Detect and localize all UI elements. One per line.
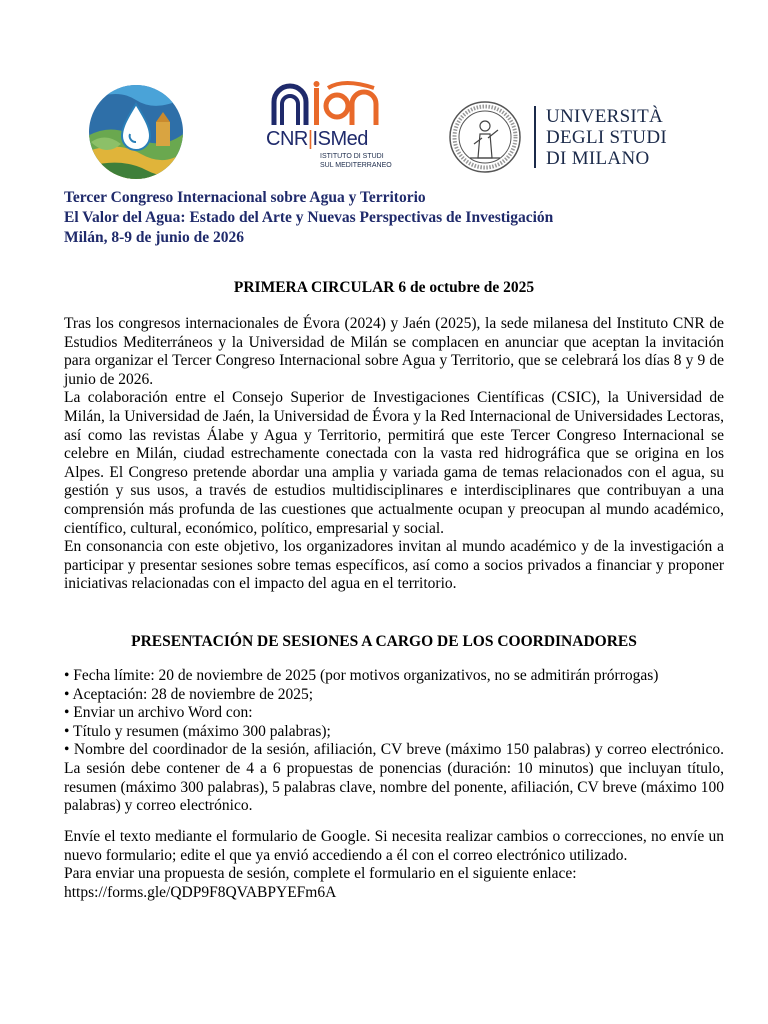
congress-subtitle: El Valor del Agua: Estado del Arte y Nuevas Perspectivas de Investigación	[64, 209, 554, 226]
cnr-label: CNR	[266, 128, 308, 150]
intro-paragraph: En consonancia con este objetivo, los organizadores invitan al mundo académico y de la investigación a participar y presentar sesiones sobre temas específicos, así como a socios privados a financiar y proponer iniciativas relacionadas con el impacto del agua en el territorio.	[64, 538, 724, 593]
circular-title: PRIMERA CIRCULAR 6 de octubre de 2025	[233, 279, 535, 296]
ismed-subtitle-1: ISTITUTO DI STUDI	[320, 153, 384, 160]
logo-bar	[0, 72, 768, 182]
sessions-title: PRESENTACIÓN DE SESIONES A CARGO DE LOS COORDINADORES	[131, 633, 637, 650]
congress-header	[64, 188, 714, 248]
closing-section	[64, 828, 724, 902]
cnr-ismed-logo: CNR|ISMed ISTITUTO DI STUDI SUL MEDITERRANEO	[266, 80, 396, 170]
form-instruction: Para enviar una propuesta de sesión, complete el formulario en el siguiente enlace:	[64, 865, 577, 883]
water-territory-logo	[86, 82, 186, 182]
unimi-line-2: DEGLI STUDI	[546, 127, 667, 148]
unimi-line-1: UNIVERSITÀ	[546, 106, 663, 127]
unimi-line-3: DI MILANO	[546, 148, 650, 169]
intro-paragraph: La colaboración entre el Consejo Superior de Investigaciones Científicas (CSIC), la Universidad de Milán, la Universidad de Jaén, la Universidad de Évora y la Red Internacional de Universidades Lectoras, así como las revistas Álabe y Agua y Territorio, permitirá que este Tercer Congreso Internacional se celebre en Milán, ciudad estrechamente conectada con la vasta red hidrográfica que se origina en los Alpes. El Congreso pretende abordar una amplia y variada gama de temas relacionados con el agua, su gestión y sus usos, a través de estudios multidisciplinares e interdisciplinares que contribuyan a una comprensión más profunda de las cuestiones que actualmente ocupan y preocupan al mundo académico, científico, cultural, económico, político, empresarial y social.	[64, 389, 724, 537]
university-seal-icon	[448, 100, 522, 174]
ismed-label: ISMed	[312, 128, 368, 150]
congress-date-place: Milán, 8-9 de junio de 2026	[64, 229, 244, 246]
requirement-item: • Nombre del coordinador de la sesión, afiliación, CV breve (máximo 150 palabras) y correo electrónico. La sesión debe contener de 4 a 6 propuestas de ponencias (duración: 10 minutos) que incluyan título, resumen (máximo 300 palabras), 5 palabras clave, nombre del ponente, afiliación, CV breve (máximo 100 palabras) y correo electrónico.	[64, 741, 724, 815]
form-link[interactable]: https://forms.gle/QDP9F8QVABPYEFm6A	[64, 883, 337, 901]
intro-paragraph: Tras los congresos internacionales de Évora (2024) y Jaén (2025), la sede milanesa del Instituto CNR de Estudios Mediterráneos y la Universidad de Milán se complacen en anunciar que aceptan la invitación para organizar el Tercer Congreso Internacional sobre Agua y Territorio, que se celebrará los días 8 y 9 de junio de 2026.	[64, 315, 724, 388]
requirement-item: • Fecha límite: 20 de noviembre de 2025 (por motivos organizativos, no se admitirán prórrogas)	[64, 667, 659, 684]
ismed-subtitle-2: SUL MEDITERRANEO	[320, 162, 392, 169]
requirement-item: • Enviar un archivo Word con:	[64, 704, 253, 722]
requirement-item: • Aceptación: 28 de noviembre de 2025;	[64, 685, 314, 703]
intro-section	[64, 315, 724, 594]
requirement-item: • Título y resumen (máximo 300 palabras);	[64, 722, 331, 740]
unimi-wordmark	[534, 106, 674, 172]
sessions-requirements	[64, 667, 724, 816]
submission-instructions: Envíe el texto mediante el formulario de Google. Si necesita realizar cambios o correcciones, no envíe un nuevo formulario; edite el que ya envió accediendo a él con el correo electrónico utilizado.	[64, 828, 724, 864]
cnr-ismed-mark-icon	[266, 80, 396, 130]
congress-title: Tercer Congreso Internacional sobre Agua y Territorio	[64, 189, 426, 206]
